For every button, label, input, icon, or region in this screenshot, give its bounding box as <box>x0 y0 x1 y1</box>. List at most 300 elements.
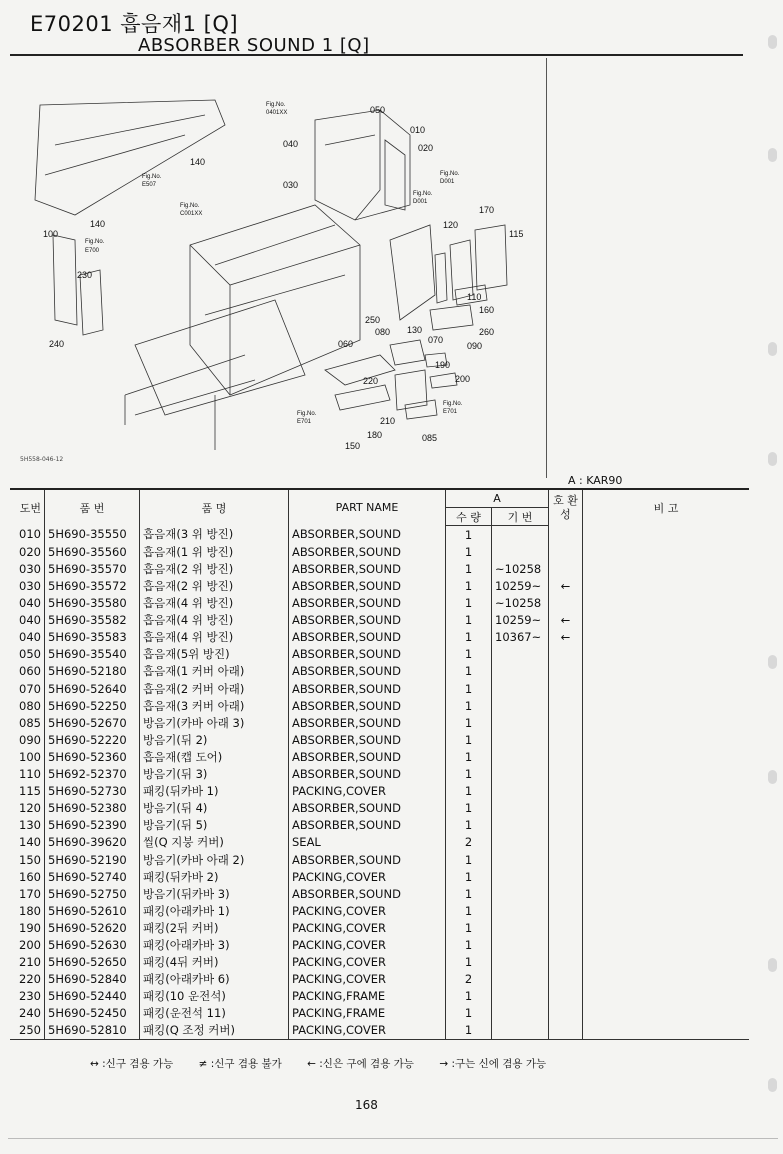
row-part-name: ABSORBER,SOUND <box>289 595 446 612</box>
row-part-name: PACKING,FRAME <box>289 988 446 1005</box>
row-part-name: ABSORBER,SOUND <box>289 629 446 646</box>
row-part-name: ABSORBER,SOUND <box>289 800 446 817</box>
row-compat <box>549 714 583 731</box>
row-part-name: ABSORBER,SOUND <box>289 731 446 748</box>
row-ref-no: 130 <box>19 818 41 833</box>
row-qty: 1 <box>446 868 492 885</box>
row-part-no: 5H690-52810 <box>45 1022 140 1040</box>
row-qty: 1 <box>446 748 492 765</box>
row-serial <box>492 800 549 817</box>
row-part-no: 5H690-52620 <box>45 919 140 936</box>
binder-hole <box>768 655 777 669</box>
row-name-ko: 방음기(뒤 5) <box>140 817 289 834</box>
compatibility-legend <box>90 1056 568 1071</box>
row-name-ko: 패킹(2뒤 커버) <box>140 919 289 936</box>
row-compat <box>549 680 583 697</box>
row-remarks <box>583 680 750 697</box>
row-serial <box>492 817 549 834</box>
binder-hole <box>768 770 777 784</box>
row-name-ko: 방음기(카바 아래 2) <box>140 851 289 868</box>
row-compat <box>549 817 583 834</box>
row-ref-no: 090 <box>19 732 41 747</box>
row-part-no: 5H690-35582 <box>45 612 140 629</box>
diagram-code: 5H558-046-12 <box>20 456 64 463</box>
row-compat <box>549 731 583 748</box>
row-part-no: 5H690-52250 <box>45 697 140 714</box>
svg-text:120: 120 <box>443 220 459 230</box>
row-serial <box>492 834 549 851</box>
row-ref-no: 010 <box>19 527 41 542</box>
section-title-english: ABSORBER SOUND 1 [Q] <box>138 35 370 56</box>
row-serial <box>492 885 549 902</box>
row-part-name: ABSORBER,SOUND <box>289 680 446 697</box>
row-part-name: ABSORBER,SOUND <box>289 766 446 783</box>
row-compat <box>549 1005 583 1022</box>
svg-text:160: 160 <box>479 305 495 315</box>
row-part-name: ABSORBER,SOUND <box>289 577 446 594</box>
table-row <box>10 902 749 919</box>
svg-text:040: 040 <box>283 139 299 149</box>
row-name-ko: 흡음재(캡 도어) <box>140 748 289 765</box>
svg-text:030: 030 <box>283 180 299 190</box>
col-qty: 수 량 <box>446 508 492 526</box>
row-part-no: 5H690-52390 <box>45 817 140 834</box>
row-name-ko: 흡음재(3 위 방진) <box>140 526 289 544</box>
row-serial <box>492 783 549 800</box>
binder-hole <box>768 452 777 466</box>
row-part-no: 5H690-52610 <box>45 902 140 919</box>
row-remarks <box>583 885 750 902</box>
row-name-ko: 패킹(10 운전석) <box>140 988 289 1005</box>
row-serial <box>492 1005 549 1022</box>
row-qty: 1 <box>446 885 492 902</box>
table-row <box>10 919 749 936</box>
table-row <box>10 543 749 560</box>
row-compat <box>549 885 583 902</box>
svg-text:050: 050 <box>370 105 386 115</box>
row-name-ko: 패킹(Q 조정 커버) <box>140 1022 289 1040</box>
row-qty: 1 <box>446 646 492 663</box>
table-row <box>10 612 749 629</box>
row-part-name: ABSORBER,SOUND <box>289 885 446 902</box>
row-qty: 1 <box>446 543 492 560</box>
svg-text:Fig.No.: Fig.No. <box>440 171 460 177</box>
row-part-no: 5H690-52440 <box>45 988 140 1005</box>
row-part-no: 5H690-35580 <box>45 595 140 612</box>
row-name-ko: 방음기(뒤 2) <box>140 731 289 748</box>
row-part-name: PACKING,COVER <box>289 1022 446 1040</box>
row-qty: 1 <box>446 783 492 800</box>
table-row <box>10 817 749 834</box>
row-part-no: 5H690-52450 <box>45 1005 140 1022</box>
table-row <box>10 731 749 748</box>
table-row <box>10 971 749 988</box>
row-part-no: 5H690-35570 <box>45 560 140 577</box>
legend-none: ≠ :신구 겸용 불가 <box>198 1058 282 1070</box>
row-compat <box>549 988 583 1005</box>
row-remarks <box>583 595 750 612</box>
row-qty: 1 <box>446 817 492 834</box>
row-serial <box>492 868 549 885</box>
table-row <box>10 646 749 663</box>
svg-text:250: 250 <box>365 315 381 325</box>
row-remarks <box>583 526 750 544</box>
row-name-ko: 흡음재(4 위 방진) <box>140 595 289 612</box>
row-qty: 1 <box>446 714 492 731</box>
row-remarks <box>583 1022 750 1040</box>
bottom-rule <box>8 1138 778 1139</box>
row-part-name: PACKING,COVER <box>289 971 446 988</box>
svg-text:140: 140 <box>90 219 106 229</box>
table-row <box>10 800 749 817</box>
row-compat <box>549 766 583 783</box>
row-name-ko: 흡음재(4 위 방진) <box>140 629 289 646</box>
row-serial: 10259~ <box>492 577 549 594</box>
svg-text:085: 085 <box>422 433 438 443</box>
svg-text:0401XX: 0401XX <box>266 110 288 116</box>
row-compat <box>549 902 583 919</box>
title-divider <box>10 54 743 56</box>
row-ref-no: 050 <box>19 647 41 662</box>
svg-text:240: 240 <box>49 339 65 349</box>
row-part-no: 5H690-52750 <box>45 885 140 902</box>
row-name-ko: 패킹(운전석 11) <box>140 1005 289 1022</box>
row-ref-no: 250 <box>10 1022 45 1040</box>
row-ref-no: 110 <box>19 767 41 782</box>
row-compat <box>549 954 583 971</box>
table-row <box>10 595 749 612</box>
row-part-name: ABSORBER,SOUND <box>289 817 446 834</box>
col-remarks: 비 고 <box>583 489 750 526</box>
binder-hole <box>768 148 777 162</box>
row-part-no: 5H690-35572 <box>45 577 140 594</box>
row-serial <box>492 680 549 697</box>
row-part-name: ABSORBER,SOUND <box>289 560 446 577</box>
row-ref-no: 180 <box>19 903 41 918</box>
row-compat <box>549 783 583 800</box>
row-ref-no: 190 <box>19 920 41 935</box>
row-compat: ← <box>549 612 583 629</box>
row-remarks <box>583 800 750 817</box>
row-ref-no: 070 <box>19 681 41 696</box>
svg-text:180: 180 <box>367 430 383 440</box>
row-ref-no: 100 <box>19 749 41 764</box>
row-ref-no: 220 <box>19 972 41 987</box>
row-remarks <box>583 919 750 936</box>
row-part-no: 5H690-52650 <box>45 954 140 971</box>
table-row <box>10 560 749 577</box>
table-row <box>10 936 749 953</box>
catalog-section-code: E70201 흡음재1 [Q] <box>30 12 239 36</box>
row-remarks <box>583 731 750 748</box>
row-part-no: 5H690-52180 <box>45 663 140 680</box>
row-part-name: ABSORBER,SOUND <box>289 714 446 731</box>
table-row <box>10 868 749 885</box>
row-remarks <box>583 868 750 885</box>
svg-text:E700: E700 <box>85 248 100 254</box>
row-remarks <box>583 560 750 577</box>
svg-text:Fig.No.: Fig.No. <box>142 174 162 180</box>
row-part-no: 5H692-52370 <box>45 766 140 783</box>
row-qty: 1 <box>446 697 492 714</box>
row-remarks <box>583 988 750 1005</box>
row-name-ko: 방음기(뒤 3) <box>140 766 289 783</box>
row-qty: 1 <box>446 577 492 594</box>
row-remarks <box>583 936 750 953</box>
row-name-ko: 방음기(카바 아래 3) <box>140 714 289 731</box>
table-row <box>10 1005 749 1022</box>
row-name-ko: 패킹(아래카바 3) <box>140 936 289 953</box>
svg-text:D001: D001 <box>413 199 428 205</box>
row-compat <box>549 834 583 851</box>
row-ref-no: 160 <box>19 869 41 884</box>
diagram-divider <box>546 58 547 478</box>
row-compat <box>549 663 583 680</box>
row-part-no: 5H690-52740 <box>45 868 140 885</box>
row-serial <box>492 526 549 544</box>
row-remarks <box>583 902 750 919</box>
row-serial: ~10258 <box>492 595 549 612</box>
row-ref-no: 020 <box>19 544 41 559</box>
row-ref-no: 030 <box>19 579 41 594</box>
row-qty: 1 <box>446 766 492 783</box>
row-qty: 1 <box>446 731 492 748</box>
row-compat <box>549 868 583 885</box>
svg-text:260: 260 <box>479 327 495 337</box>
row-compat <box>549 748 583 765</box>
svg-text:020: 020 <box>418 143 434 153</box>
legend-both: ↔ :신구 겸용 가능 <box>90 1058 174 1070</box>
row-serial: 10259~ <box>492 612 549 629</box>
model-note: A : KAR90 <box>568 474 623 487</box>
row-name-ko: 방음기(뒤 4) <box>140 800 289 817</box>
row-name-ko: 흡음재(2 커버 아래) <box>140 680 289 697</box>
svg-text:E701: E701 <box>443 409 458 415</box>
row-ref-no: 030 <box>19 561 41 576</box>
row-serial <box>492 988 549 1005</box>
row-remarks <box>583 543 750 560</box>
svg-text:Fig.No.: Fig.No. <box>266 102 286 108</box>
row-part-no: 5H690-35560 <box>45 543 140 560</box>
row-serial <box>492 697 549 714</box>
svg-text:Fig.No.: Fig.No. <box>180 203 200 209</box>
row-remarks <box>583 834 750 851</box>
row-name-ko: 씰(Q 지붕 커버) <box>140 834 289 851</box>
legend-new-to-old: ← :신은 구에 겸용 가능 <box>307 1058 414 1070</box>
row-remarks <box>583 663 750 680</box>
row-compat <box>549 800 583 817</box>
svg-text:200: 200 <box>455 374 471 384</box>
row-remarks <box>583 697 750 714</box>
row-ref-no: 040 <box>19 630 41 645</box>
exploded-parts-diagram <box>15 95 540 465</box>
row-qty: 1 <box>446 919 492 936</box>
row-name-ko: 방음기(뒤카바 3) <box>140 885 289 902</box>
row-serial <box>492 936 549 953</box>
svg-text:Fig.No.: Fig.No. <box>85 239 105 245</box>
row-remarks <box>583 577 750 594</box>
table-row <box>10 663 749 680</box>
svg-text:Fig.No.: Fig.No. <box>443 401 463 407</box>
row-qty: 1 <box>446 800 492 817</box>
row-name-ko: 흡음재(3 커버 아래) <box>140 697 289 714</box>
col-part-no: 품 번 <box>45 489 140 526</box>
table-row <box>10 629 749 646</box>
row-serial <box>492 1022 549 1040</box>
binder-hole <box>768 958 777 972</box>
row-part-name: PACKING,COVER <box>289 902 446 919</box>
row-ref-no: 230 <box>19 989 41 1004</box>
row-remarks <box>583 748 750 765</box>
row-compat <box>549 697 583 714</box>
row-part-no: 5H690-52670 <box>45 714 140 731</box>
row-part-name: SEAL <box>289 834 446 851</box>
row-part-name: ABSORBER,SOUND <box>289 646 446 663</box>
svg-text:010: 010 <box>410 125 426 135</box>
row-ref-no: 040 <box>19 613 41 628</box>
table-row <box>10 697 749 714</box>
svg-text:210: 210 <box>380 416 396 426</box>
row-part-name: PACKING,COVER <box>289 954 446 971</box>
row-compat <box>549 1022 583 1040</box>
parts-table <box>10 488 749 1040</box>
row-compat <box>549 971 583 988</box>
row-ref-no: 040 <box>19 596 41 611</box>
row-part-no: 5H690-52630 <box>45 936 140 953</box>
row-name-ko: 패킹(뒤카바 2) <box>140 868 289 885</box>
table-row <box>10 577 749 594</box>
row-name-ko: 흡음재(2 위 방진) <box>140 560 289 577</box>
row-part-name: PACKING,COVER <box>289 783 446 800</box>
table-row <box>10 783 749 800</box>
row-part-no: 5H690-52640 <box>45 680 140 697</box>
svg-text:Fig.No.: Fig.No. <box>413 191 433 197</box>
row-part-no: 5H690-52220 <box>45 731 140 748</box>
row-serial <box>492 646 549 663</box>
col-name-ko: 품 명 <box>140 489 289 526</box>
row-qty: 1 <box>446 1005 492 1022</box>
row-ref-no: 085 <box>19 715 41 730</box>
table-row <box>10 526 749 544</box>
page-number: 168 <box>355 1098 378 1112</box>
svg-text:230: 230 <box>77 270 93 280</box>
row-part-no: 5H690-35583 <box>45 629 140 646</box>
svg-text:E701: E701 <box>297 419 312 425</box>
row-compat <box>549 543 583 560</box>
row-name-ko: 패킹(아래카바 1) <box>140 902 289 919</box>
row-compat <box>549 936 583 953</box>
row-remarks <box>583 714 750 731</box>
row-ref-no: 120 <box>19 801 41 816</box>
row-part-name: ABSORBER,SOUND <box>289 663 446 680</box>
row-ref-no: 210 <box>19 955 41 970</box>
row-part-no: 5H690-35540 <box>45 646 140 663</box>
row-remarks <box>583 612 750 629</box>
table-row <box>10 954 749 971</box>
binder-hole <box>768 1078 777 1092</box>
row-serial <box>492 954 549 971</box>
row-part-name: PACKING,FRAME <box>289 1005 446 1022</box>
row-name-ko: 흡음재(1 위 방진) <box>140 543 289 560</box>
row-compat <box>549 646 583 663</box>
row-name-ko: 흡음재(5위 방진) <box>140 646 289 663</box>
row-remarks <box>583 629 750 646</box>
svg-text:170: 170 <box>479 205 495 215</box>
row-name-ko: 흡음재(4 위 방진) <box>140 612 289 629</box>
row-compat <box>549 526 583 544</box>
table-row <box>10 766 749 783</box>
row-ref-no: 200 <box>19 937 41 952</box>
svg-text:C001XX: C001XX <box>180 211 203 217</box>
row-qty: 1 <box>446 680 492 697</box>
row-serial <box>492 851 549 868</box>
row-compat <box>549 851 583 868</box>
row-qty: 1 <box>446 1022 492 1040</box>
svg-text:090: 090 <box>467 341 483 351</box>
svg-text:150: 150 <box>345 441 361 451</box>
row-part-no: 5H690-39620 <box>45 834 140 851</box>
row-part-name: PACKING,COVER <box>289 936 446 953</box>
row-part-name: ABSORBER,SOUND <box>289 612 446 629</box>
binder-hole <box>768 35 777 49</box>
row-remarks <box>583 817 750 834</box>
row-serial <box>492 766 549 783</box>
row-part-name: ABSORBER,SOUND <box>289 851 446 868</box>
svg-text:E507: E507 <box>142 182 157 188</box>
col-compat: 호 환 성 <box>549 489 583 526</box>
row-part-no: 5H690-52840 <box>45 971 140 988</box>
row-serial <box>492 663 549 680</box>
row-ref-no: 080 <box>19 698 41 713</box>
col-serial: 기 번 <box>492 508 549 526</box>
row-remarks <box>583 766 750 783</box>
table-row <box>10 1022 749 1040</box>
table-row <box>10 885 749 902</box>
row-compat: ← <box>549 629 583 646</box>
svg-text:220: 220 <box>363 376 379 386</box>
table-row <box>10 748 749 765</box>
svg-text:140: 140 <box>190 157 206 167</box>
row-qty: 2 <box>446 971 492 988</box>
svg-text:060: 060 <box>338 339 354 349</box>
row-part-name: ABSORBER,SOUND <box>289 748 446 765</box>
col-part-name: PART NAME <box>289 489 446 526</box>
row-qty: 1 <box>446 902 492 919</box>
row-part-no: 5H690-52380 <box>45 800 140 817</box>
svg-text:130: 130 <box>407 325 423 335</box>
row-remarks <box>583 954 750 971</box>
table-row <box>10 851 749 868</box>
row-ref-no: 115 <box>19 784 41 799</box>
row-serial <box>492 971 549 988</box>
row-serial <box>492 748 549 765</box>
row-qty: 1 <box>446 663 492 680</box>
table-row <box>10 680 749 697</box>
row-qty: 1 <box>446 988 492 1005</box>
row-qty: 1 <box>446 629 492 646</box>
svg-text:190: 190 <box>435 360 451 370</box>
svg-text:115: 115 <box>509 229 524 239</box>
row-name-ko: 패킹(4뒤 커버) <box>140 954 289 971</box>
row-serial <box>492 543 549 560</box>
svg-text:110: 110 <box>467 292 482 302</box>
row-part-name: ABSORBER,SOUND <box>289 526 446 544</box>
row-serial <box>492 714 549 731</box>
row-ref-no: 060 <box>19 664 41 679</box>
row-part-no: 5H690-35550 <box>45 526 140 544</box>
row-compat: ← <box>549 577 583 594</box>
row-ref-no: 240 <box>19 1006 41 1021</box>
